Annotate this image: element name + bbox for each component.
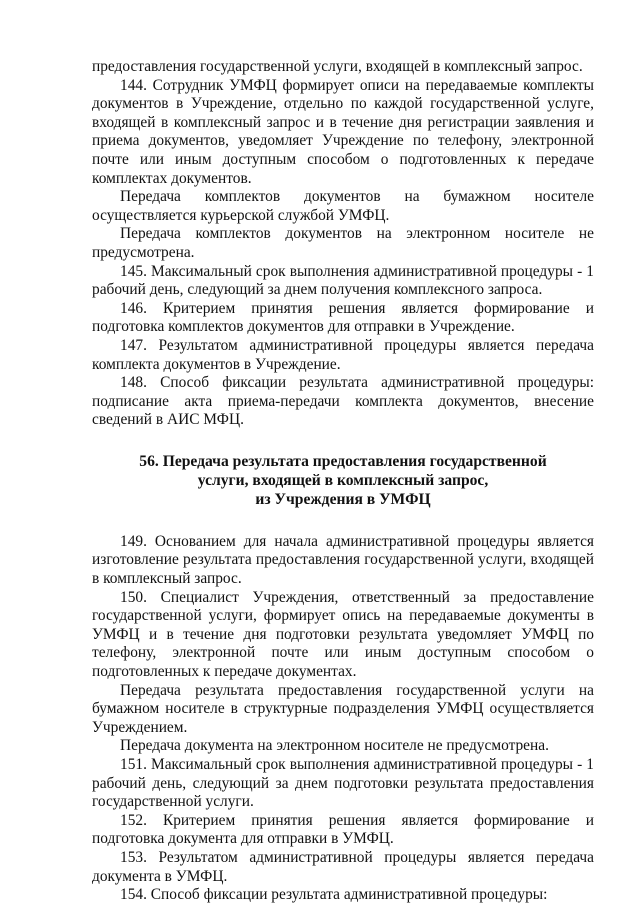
section-heading-line-1: 56. Передача результата предоставления государственной — [139, 452, 547, 470]
paragraph-150-electronic-transfer: Передача документа на электронном носителе не предусмотрена. — [120, 737, 549, 755]
paragraph-154: 154. Способ фиксации результата административной процедуры: — [120, 886, 548, 904]
paragraph-149: 149. Основанием для начала административной процедуры является изготовление результата предоставления государственной услуги, входящей в комплексный запрос. — [92, 532, 594, 588]
section-heading-56 — [92, 452, 594, 509]
section-heading-line-3: из Учреждения в УМФЦ — [255, 490, 431, 508]
paragraph-144-electronic-transfer: Передача комплектов документов на электронном носителе не предусмотрена. — [92, 225, 594, 261]
paragraph-144: 144. Сотрудник УМФЦ формирует описи на передаваемые комплекты документов в Учреждение, отдельно по каждой государственной услуге, входящей в комплексный запрос и в течение дня регистрации заявления и приема документов, уведомляет Учреждение по телефону, электронной почте или иным доступным способом о подготовленных к передаче комплектах документов. — [92, 76, 594, 187]
paragraph-147: 147. Результатом административной процедуры является передача комплекта документов в Учреждение. — [92, 336, 594, 373]
paragraph-145: 145. Максимальный срок выполнения административной процедуры - 1 рабочий день, следующий за днем получения комплексного запроса. — [92, 262, 594, 299]
paragraph-150: 150. Специалист Учреждения, ответственный за предоставление государственной услуги, формирует опись на передаваемые документы в УМФЦ и в течение дня подготовки результата уведомляет УМФЦ по телефону, электронной почте или иным доступным способом о подготовленных к передаче документах. — [92, 588, 594, 681]
paragraph-148: 148. Способ фиксации результата административной процедуры: подписание акта приема-передачи комплекта документов, внесение сведений в АИС МФЦ. — [92, 374, 594, 429]
document-page — [92, 58, 594, 905]
paragraphs-top — [92, 58, 594, 430]
paragraph-153: 153. Результатом административной процедуры является передача документа в УМФЦ. — [92, 848, 594, 885]
paragraph-continuation: предоставления государственной услуги, входящей в комплексный запрос. — [92, 58, 583, 75]
paragraph-146: 146. Критерием принятия решения является формирование и подготовка комплектов документов для отправки в Учреждение. — [92, 299, 594, 336]
paragraph-144-paper-transfer: Передача комплектов документов на бумажном носителе осуществляется курьерской службой УМФЦ. — [92, 188, 594, 224]
paragraphs-bottom — [92, 533, 594, 905]
paragraph-151: 151. Максимальный срок выполнения административной процедуры - 1 рабочий день, следующий за днем подготовки результата предоставления государственной услуги. — [92, 756, 594, 811]
paragraph-152: 152. Критерием принятия решения является формирование и подготовка документа для отправки в УМФЦ. — [92, 811, 594, 848]
section-heading-line-2: услуги, входящей в комплексный запрос, — [197, 471, 489, 489]
paragraph-150-paper-transfer: Передача результата предоставления государственной услуги на бумажном носителе в структурные подразделения УМФЦ осуществляется Учреждением. — [92, 681, 594, 736]
